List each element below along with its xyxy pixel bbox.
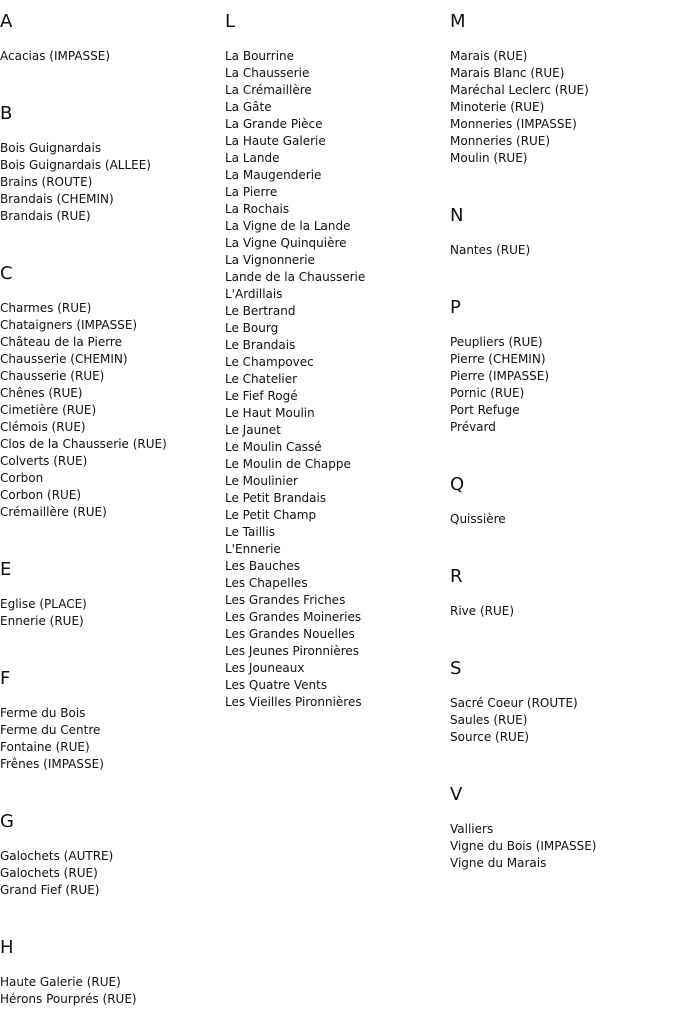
letter-heading: E bbox=[0, 559, 12, 580]
street-item[interactable]: Les Bauches bbox=[225, 559, 300, 573]
letter-heading: N bbox=[450, 205, 464, 226]
street-item[interactable]: La Vignonnerie bbox=[225, 253, 315, 267]
street-list bbox=[0, 140, 225, 225]
street-item[interactable]: La Grande Pièce bbox=[225, 117, 323, 131]
letter-group-m bbox=[450, 0, 675, 194]
street-item[interactable]: La Lande bbox=[225, 151, 280, 165]
street-item[interactable]: Maréchal Leclerc (RUE) bbox=[450, 83, 589, 97]
street-item[interactable]: L'Ardillais bbox=[225, 287, 283, 301]
street-item[interactable]: Brandais (RUE) bbox=[0, 209, 91, 223]
street-item[interactable]: Marais Blanc (RUE) bbox=[450, 66, 565, 80]
street-item[interactable]: Marais (RUE) bbox=[450, 49, 528, 63]
street-item[interactable]: Les Jouneaux bbox=[225, 661, 305, 675]
street-item[interactable]: Charmes (RUE) bbox=[0, 301, 92, 315]
street-item[interactable]: Les Chapelles bbox=[225, 576, 308, 590]
street-item[interactable]: Brandais (CHEMIN) bbox=[0, 192, 114, 206]
street-item[interactable]: Le Brandais bbox=[225, 338, 296, 352]
street-item[interactable]: Port Refuge bbox=[450, 403, 520, 417]
street-item[interactable]: Chausserie (CHEMIN) bbox=[0, 352, 128, 366]
street-list bbox=[0, 48, 225, 65]
street-item[interactable]: La Rochais bbox=[225, 202, 290, 216]
letter-group-h bbox=[0, 926, 225, 1035]
street-item[interactable]: Prévard bbox=[450, 420, 496, 434]
letter-heading: M bbox=[450, 11, 466, 32]
street-item[interactable]: Hérons Pourprés (RUE) bbox=[0, 992, 137, 1006]
street-list bbox=[0, 596, 225, 630]
letter-group-f bbox=[0, 657, 225, 800]
street-item[interactable]: La Vigne Quinquière bbox=[225, 236, 347, 250]
street-list bbox=[450, 511, 675, 528]
street-item[interactable]: Le Taillis bbox=[225, 525, 275, 539]
street-item[interactable]: La Pierre bbox=[225, 185, 278, 199]
street-item[interactable]: Clos de la Chausserie (RUE) bbox=[0, 437, 167, 451]
street-item[interactable]: Le Moulin Cassé bbox=[225, 440, 322, 454]
street-item[interactable]: Le Moulinier bbox=[225, 474, 298, 488]
street-item[interactable]: Grand Fief (RUE) bbox=[0, 883, 100, 897]
street-item[interactable]: Château de la Pierre bbox=[0, 335, 122, 349]
street-item[interactable]: La Crémaillère bbox=[225, 83, 312, 97]
letter-heading: V bbox=[450, 784, 463, 805]
street-item[interactable]: Monneries (RUE) bbox=[450, 134, 551, 148]
street-item[interactable]: Eglise (PLACE) bbox=[0, 597, 87, 611]
street-item[interactable]: Saules (RUE) bbox=[450, 713, 528, 727]
street-item[interactable]: Fontaine (RUE) bbox=[0, 740, 90, 754]
street-item[interactable]: La Gâte bbox=[225, 100, 272, 114]
letter-group-r bbox=[450, 555, 675, 647]
letter-heading: R bbox=[450, 566, 463, 587]
street-item[interactable]: Crémaillère (RUE) bbox=[0, 505, 107, 519]
letter-heading: Q bbox=[450, 474, 465, 495]
letter-group-e bbox=[0, 548, 225, 657]
street-list bbox=[0, 974, 225, 1008]
street-item[interactable]: La Vigne de la Lande bbox=[225, 219, 351, 233]
letter-heading: C bbox=[0, 263, 13, 284]
street-list bbox=[225, 48, 450, 711]
letter-group-v bbox=[450, 773, 675, 899]
street-item[interactable]: Chataigners (IMPASSE) bbox=[0, 318, 138, 332]
column-1 bbox=[0, 0, 225, 1035]
street-item[interactable]: L'Ennerie bbox=[225, 542, 281, 556]
street-item[interactable]: Vigne du Bois (IMPASSE) bbox=[450, 839, 597, 853]
street-list bbox=[0, 705, 225, 773]
street-item[interactable]: Chausserie (RUE) bbox=[0, 369, 105, 383]
street-item[interactable]: Les Jeunes Pironnières bbox=[225, 644, 360, 658]
letter-heading: F bbox=[0, 668, 11, 689]
street-list bbox=[450, 334, 675, 436]
street-list bbox=[0, 300, 225, 521]
street-item[interactable]: Le Haut Moulin bbox=[225, 406, 315, 420]
street-item[interactable]: Pierre (IMPASSE) bbox=[450, 369, 550, 383]
street-item[interactable]: Corbon (RUE) bbox=[0, 488, 82, 502]
column-2 bbox=[225, 0, 450, 738]
letter-group-p bbox=[450, 286, 675, 463]
street-item[interactable]: Corbon bbox=[0, 471, 44, 485]
street-item[interactable]: Vigne du Marais bbox=[450, 856, 547, 870]
street-item[interactable]: La Bourrine bbox=[225, 49, 295, 63]
letter-group-a bbox=[0, 0, 225, 92]
street-item[interactable]: Les Grandes Nouelles bbox=[225, 627, 355, 641]
street-item[interactable]: Acacias (IMPASSE) bbox=[0, 49, 111, 63]
street-item[interactable]: Ferme du Bois bbox=[0, 706, 86, 720]
street-item[interactable]: Le Chatelier bbox=[225, 372, 298, 386]
column-3 bbox=[450, 0, 675, 899]
street-list bbox=[450, 821, 675, 872]
street-item[interactable]: Les Grandes Moineries bbox=[225, 610, 362, 624]
street-item[interactable]: Le Fief Rogé bbox=[225, 389, 298, 403]
street-item[interactable]: Ennerie (RUE) bbox=[0, 614, 84, 628]
letter-heading: B bbox=[0, 103, 13, 124]
street-item[interactable]: Le Moulin de Chappe bbox=[225, 457, 351, 471]
street-item[interactable]: Bois Guignardais bbox=[0, 141, 102, 155]
street-item[interactable]: Minoterie (RUE) bbox=[450, 100, 545, 114]
street-list bbox=[450, 695, 675, 746]
letter-heading: A bbox=[0, 11, 13, 32]
street-item[interactable]: Haute Galerie (RUE) bbox=[0, 975, 121, 989]
street-item[interactable]: Le Bourg bbox=[225, 321, 279, 335]
street-item[interactable]: Monneries (IMPASSE) bbox=[450, 117, 577, 131]
street-list bbox=[450, 603, 675, 620]
street-item[interactable]: Ferme du Centre bbox=[0, 723, 101, 737]
street-item[interactable]: Peupliers (RUE) bbox=[450, 335, 543, 349]
street-item[interactable]: La Haute Galerie bbox=[225, 134, 326, 148]
letter-heading: H bbox=[0, 937, 14, 958]
street-list bbox=[0, 848, 225, 899]
street-item[interactable]: Clémois (RUE) bbox=[0, 420, 86, 434]
street-item[interactable]: Quissière bbox=[450, 512, 506, 526]
street-item[interactable]: Cimetière (RUE) bbox=[0, 403, 97, 417]
street-item[interactable]: Lande de la Chausserie bbox=[225, 270, 366, 284]
street-item[interactable]: Brains (ROUTE) bbox=[0, 175, 93, 189]
letter-group-c bbox=[0, 252, 225, 548]
street-item[interactable]: Nantes (RUE) bbox=[450, 243, 531, 257]
street-item[interactable]: Frênes (IMPASSE) bbox=[0, 757, 104, 771]
street-item[interactable]: Les Vieilles Pironnières bbox=[225, 695, 362, 709]
letter-group-g bbox=[0, 800, 225, 926]
street-item[interactable]: Source (RUE) bbox=[450, 730, 530, 744]
street-item[interactable]: Les Grandes Friches bbox=[225, 593, 346, 607]
street-item[interactable]: Le Champovec bbox=[225, 355, 314, 369]
street-item[interactable]: Le Bertrand bbox=[225, 304, 296, 318]
letter-group-q bbox=[450, 463, 675, 555]
letter-heading: L bbox=[225, 11, 236, 32]
letter-group-b bbox=[0, 92, 225, 252]
street-item[interactable]: La Chausserie bbox=[225, 66, 310, 80]
street-item[interactable]: Chênes (RUE) bbox=[0, 386, 83, 400]
letter-heading: S bbox=[450, 658, 462, 679]
letter-group-l bbox=[225, 0, 450, 738]
street-item[interactable]: Moulin (RUE) bbox=[450, 151, 528, 165]
street-item[interactable]: Valliers bbox=[450, 822, 494, 836]
street-item[interactable]: Les Quatre Vents bbox=[225, 678, 328, 692]
street-item[interactable]: Le Jaunet bbox=[225, 423, 281, 437]
letter-heading: G bbox=[0, 811, 14, 832]
street-item[interactable]: Sacré Coeur (ROUTE) bbox=[450, 696, 578, 710]
street-item[interactable]: Galochets (RUE) bbox=[0, 866, 98, 880]
street-item[interactable]: Bois Guignardais (ALLEE) bbox=[0, 158, 151, 172]
letter-group-s bbox=[450, 647, 675, 773]
street-item[interactable]: Colverts (RUE) bbox=[0, 454, 88, 468]
street-item[interactable]: Rive (RUE) bbox=[450, 604, 515, 618]
street-list bbox=[450, 242, 675, 259]
street-list bbox=[450, 48, 675, 167]
letter-heading: P bbox=[450, 297, 461, 318]
street-item[interactable]: La Maugenderie bbox=[225, 168, 322, 182]
letter-group-n bbox=[450, 194, 675, 286]
street-item[interactable]: Le Petit Champ bbox=[225, 508, 317, 522]
street-item[interactable]: Le Petit Brandais bbox=[225, 491, 327, 505]
street-item[interactable]: Pierre (CHEMIN) bbox=[450, 352, 546, 366]
street-item[interactable]: Galochets (AUTRE) bbox=[0, 849, 114, 863]
street-item[interactable]: Pornic (RUE) bbox=[450, 386, 525, 400]
